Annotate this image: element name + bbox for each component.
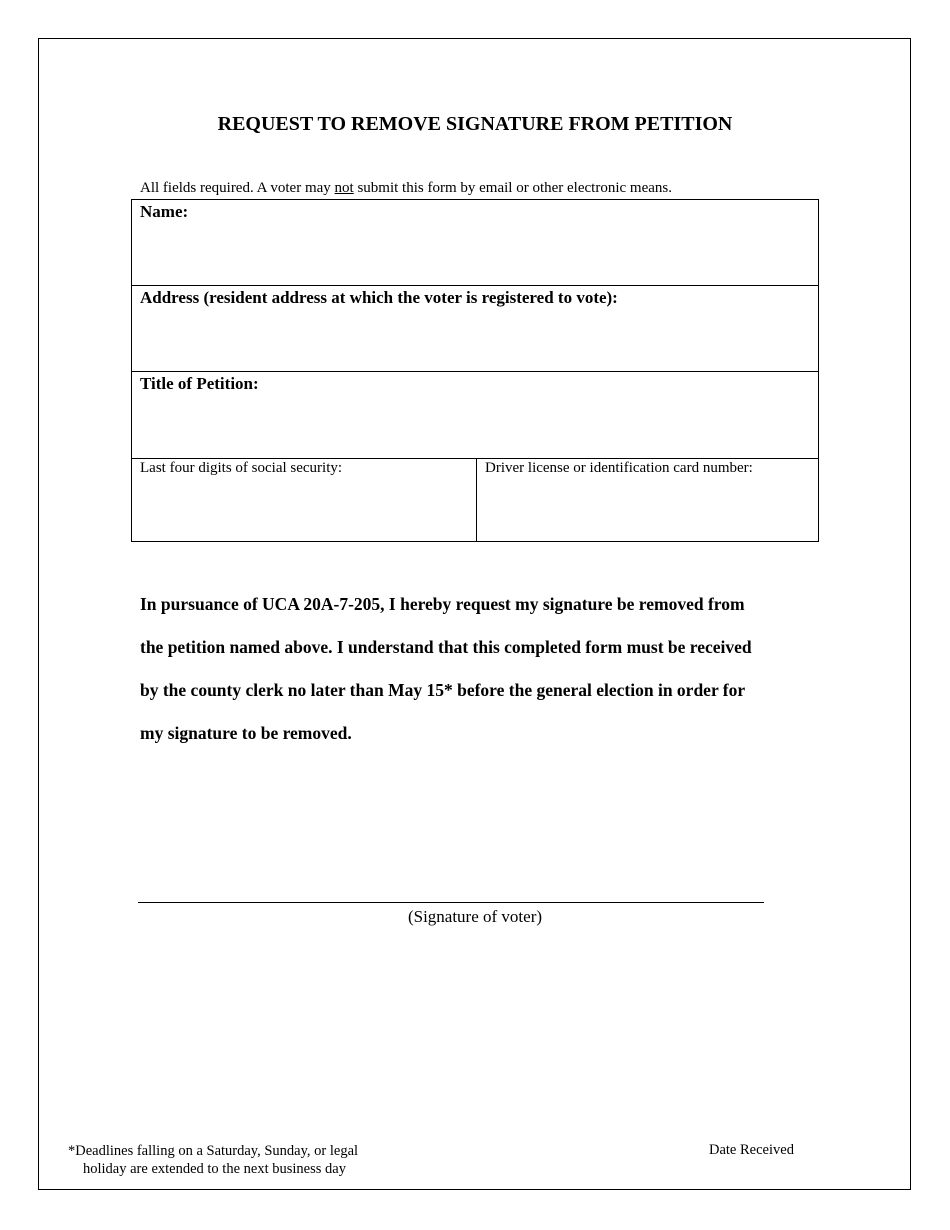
petition-title-field[interactable] — [132, 372, 818, 459]
statement-line: by the county clerk no later than May 15* before the general election in order for — [140, 680, 746, 700]
signature-line[interactable] — [138, 902, 764, 903]
name-field[interactable] — [132, 200, 818, 286]
ssn-field[interactable] — [132, 459, 476, 541]
id-row — [132, 459, 818, 541]
instructions — [140, 180, 672, 197]
license-field[interactable] — [476, 459, 818, 541]
footnote-line: holiday are extended to the next business day — [83, 1161, 346, 1177]
statement-line: the petition named above. I understand that this completed form must be received — [140, 637, 752, 657]
address-label: Address (resident address at which the voter is registered to vote): — [140, 288, 618, 307]
form-table — [131, 199, 819, 542]
instructions-underlined: not — [334, 180, 354, 196]
footnote-line: *Deadlines falling on a Saturday, Sunday, or legal — [68, 1143, 359, 1159]
instructions-after: submit this form by email or other electronic means. — [353, 180, 672, 196]
statement — [140, 583, 840, 755]
name-label: Name: — [140, 202, 189, 221]
address-field[interactable] — [132, 286, 818, 372]
footnote — [68, 1142, 358, 1178]
statement-line: In pursuance of UCA 20A-7-205, I hereby request my signature be removed from — [140, 594, 745, 614]
ssn-label: Last four digits of social security: — [140, 460, 343, 476]
statement-line: my signature to be removed. — [140, 723, 352, 743]
date-received-label: Date Received — [709, 1142, 794, 1158]
form-title: REQUEST TO REMOVE SIGNATURE FROM PETITION — [217, 113, 733, 135]
signature-label: (Signature of voter) — [407, 907, 543, 926]
license-label: Driver license or identification card number: — [485, 460, 753, 476]
petition-title-label: Title of Petition: — [140, 374, 259, 393]
instructions-before: All fields required. A voter may — [140, 180, 335, 196]
